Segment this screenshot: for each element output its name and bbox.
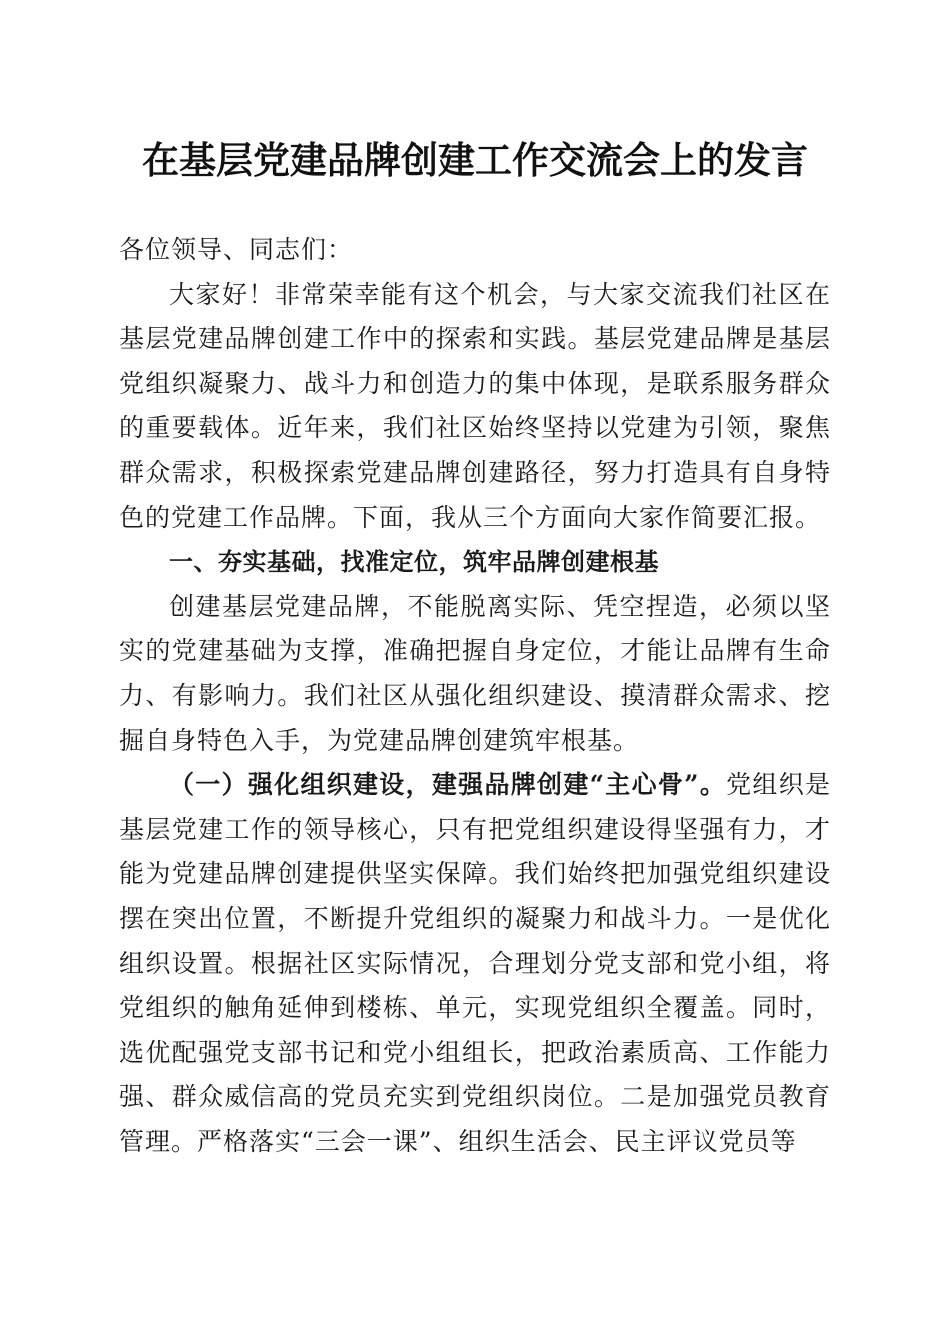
paragraph-intro: 大家好！非常荣幸能有这个机会，与大家交流我们社区在基层党建品牌创建工作中的探索和实践。基层党建品牌是基层党组织凝聚力、战斗力和创造力的集中体现，是联系服务群众的重要载体。近年来，我们社区始终坚持以党建为引领，聚焦群众需求，积极探索党建品牌创建路径，努力打造具有自身特色的党建工作品牌。下面，我从三个方面向大家作简要汇报。 [119, 279, 831, 532]
subsection-1-text: 党组织是基层党建工作的领导核心，只有把党组织建设得坚强有力，才能为党建品牌创建提供坚实保障。我们始终把加强党组织建设摆在突出位置，不断提升党组织的凝聚力和战斗力。一是优化组织设置。根据社区实际情况，合理划分党支部和党小组，将党组织的触角延伸到楼栋、单元，实现党组织全覆盖。同时，选优配强党支部书记和党小组组长，把政治素质高、工作能力强、群众威信高的党员充实到党组织岗位。二是加强党员教育管理。严格落实“三会一课”、组织生活会、民主评议党员等 [119, 770, 831, 1156]
subsection-1 [119, 763, 831, 1164]
subsection-1-heading: （一）强化组织建设，建强品牌创建“主心骨”。 [169, 770, 727, 800]
greeting: 各位领导、同志们： [119, 235, 354, 264]
document-title: 在基层党建品牌创建工作交流会上的发言 [142, 138, 808, 182]
paragraph-section-1: 创建基层党建品牌，不能脱离实际、凭空捏造，必须以坚实的党建基础为支撑，准确把握自身定位，才能让品牌有生命力、有影响力。我们社区从强化组织建设、摸清群众需求、挖掘自身特色入手，为党建品牌创建筑牢根基。 [119, 591, 831, 755]
section-heading-1: 一、夯实基础，找准定位，筑牢品牌创建根基 [169, 548, 659, 577]
document-body [119, 228, 831, 1164]
